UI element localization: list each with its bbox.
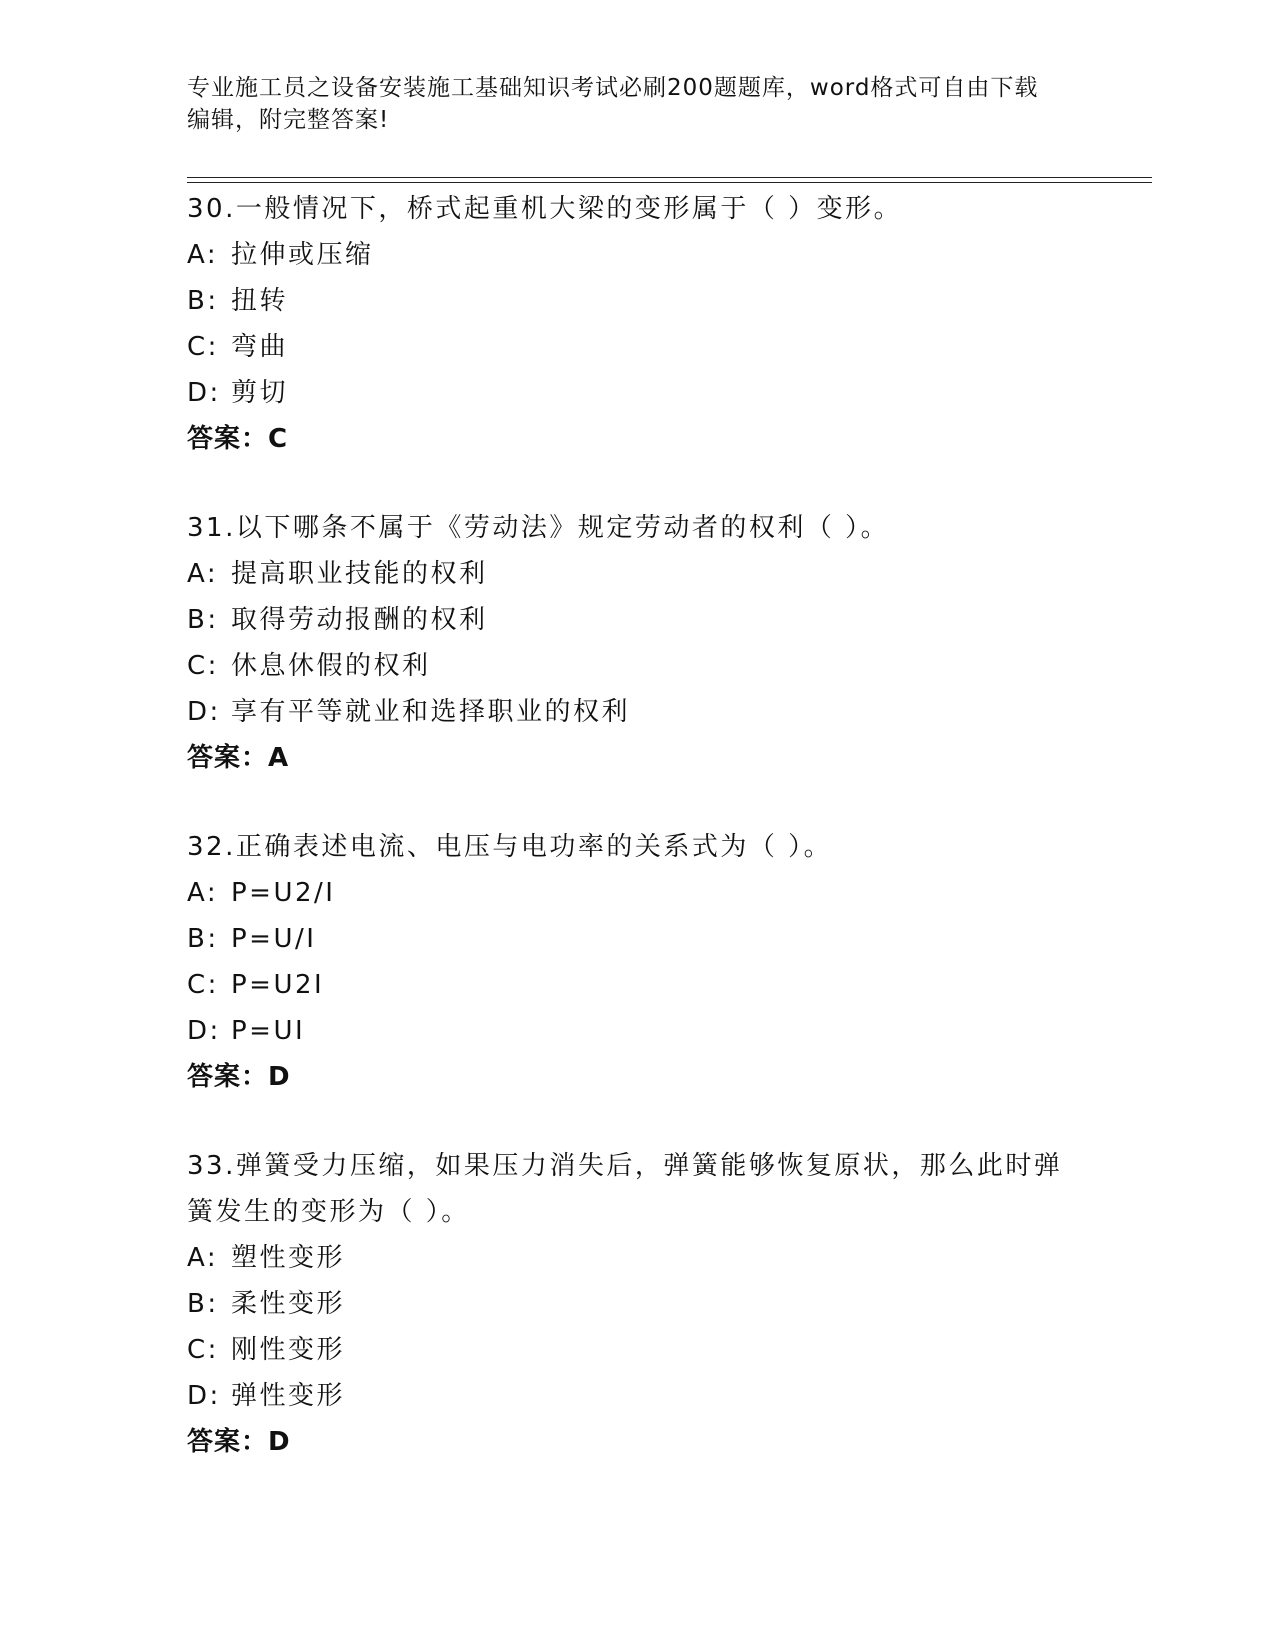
question-30: [187, 186, 1087, 462]
option-a: [187, 1235, 1087, 1281]
option-text: 塑性变形: [231, 1243, 346, 1273]
option-a: [187, 232, 1087, 278]
header-line-1: 专业施工员之设备安装施工基础知识考试必刷200题题库，word格式可自由下载: [187, 75, 1039, 101]
answer-label: 答案：: [187, 1427, 269, 1457]
option-key: C:: [187, 651, 219, 681]
question-stem: 31.以下哪条不属于《劳动法》规定劳动者的权利（ ）。: [187, 513, 890, 543]
header-divider-top: [187, 177, 1152, 178]
option-text: 剪切: [231, 378, 289, 408]
answer-value: A: [268, 743, 290, 773]
question-32: [187, 824, 1087, 1100]
option-text: 享有平等就业和选择职业的权利: [231, 697, 631, 727]
option-key: D:: [187, 1381, 221, 1411]
option-key: C:: [187, 332, 219, 362]
option-text: 拉伸或压缩: [231, 240, 374, 270]
question-31: [187, 505, 1087, 781]
question-stem-line-1: 33.弹簧受力压缩，如果压力消失后，弹簧能够恢复原状，那么此时弹: [187, 1151, 1063, 1181]
option-d: [187, 1008, 1087, 1054]
answer-line: [187, 1419, 1087, 1465]
option-c: [187, 643, 1087, 689]
question-stem-line-2: 簧发生的变形为（ ）。: [187, 1197, 470, 1227]
header-line-2: 编辑，附完整答案!: [187, 107, 390, 133]
answer-line: [187, 416, 1087, 462]
option-key: B:: [187, 286, 219, 316]
option-text: 休息休假的权利: [231, 651, 431, 681]
option-c: [187, 1327, 1087, 1373]
answer-value: D: [268, 1062, 291, 1092]
option-key: D:: [187, 1016, 221, 1046]
option-text: P=U2I: [231, 970, 325, 1000]
answer-label: 答案：: [187, 1062, 269, 1092]
option-key: B:: [187, 924, 219, 954]
option-b: [187, 1281, 1087, 1327]
option-c: [187, 962, 1087, 1008]
option-key: A:: [187, 878, 219, 908]
answer-label: 答案：: [187, 743, 269, 773]
option-d: [187, 370, 1087, 416]
option-text: P=UI: [231, 1016, 306, 1046]
option-text: 取得劳动报酬的权利: [231, 605, 488, 635]
option-b: [187, 916, 1087, 962]
option-d: [187, 1373, 1087, 1419]
answer-line: [187, 735, 1087, 781]
option-key: D:: [187, 697, 221, 727]
option-c: [187, 324, 1087, 370]
question-stem: 32.正确表述电流、电压与电功率的关系式为（ ）。: [187, 832, 833, 862]
option-text: P=U/I: [231, 924, 317, 954]
header-divider-bottom: [187, 182, 1152, 183]
option-text: 柔性变形: [231, 1289, 346, 1319]
document-header: [187, 72, 1067, 136]
option-key: D:: [187, 378, 221, 408]
option-text: 提高职业技能的权利: [231, 559, 488, 589]
question-33: [187, 1143, 1087, 1465]
option-b: [187, 278, 1087, 324]
option-a: [187, 551, 1087, 597]
answer-value: C: [268, 424, 289, 454]
option-key: A:: [187, 240, 219, 270]
option-text: 弯曲: [231, 332, 289, 362]
option-d: [187, 689, 1087, 735]
option-key: C:: [187, 1335, 219, 1365]
option-text: 扭转: [231, 286, 289, 316]
answer-label: 答案：: [187, 424, 269, 454]
option-text: 刚性变形: [231, 1335, 346, 1365]
option-key: A:: [187, 1243, 219, 1273]
option-key: B:: [187, 1289, 219, 1319]
option-key: B:: [187, 605, 219, 635]
answer-value: D: [268, 1427, 291, 1457]
option-b: [187, 597, 1087, 643]
option-a: [187, 870, 1087, 916]
option-key: A:: [187, 559, 219, 589]
question-stem: 30.一般情况下，桥式起重机大梁的变形属于（ ）变形。: [187, 194, 903, 224]
answer-line: [187, 1054, 1087, 1100]
option-text: 弹性变形: [231, 1381, 346, 1411]
option-text: P=U2/I: [231, 878, 336, 908]
option-key: C:: [187, 970, 219, 1000]
